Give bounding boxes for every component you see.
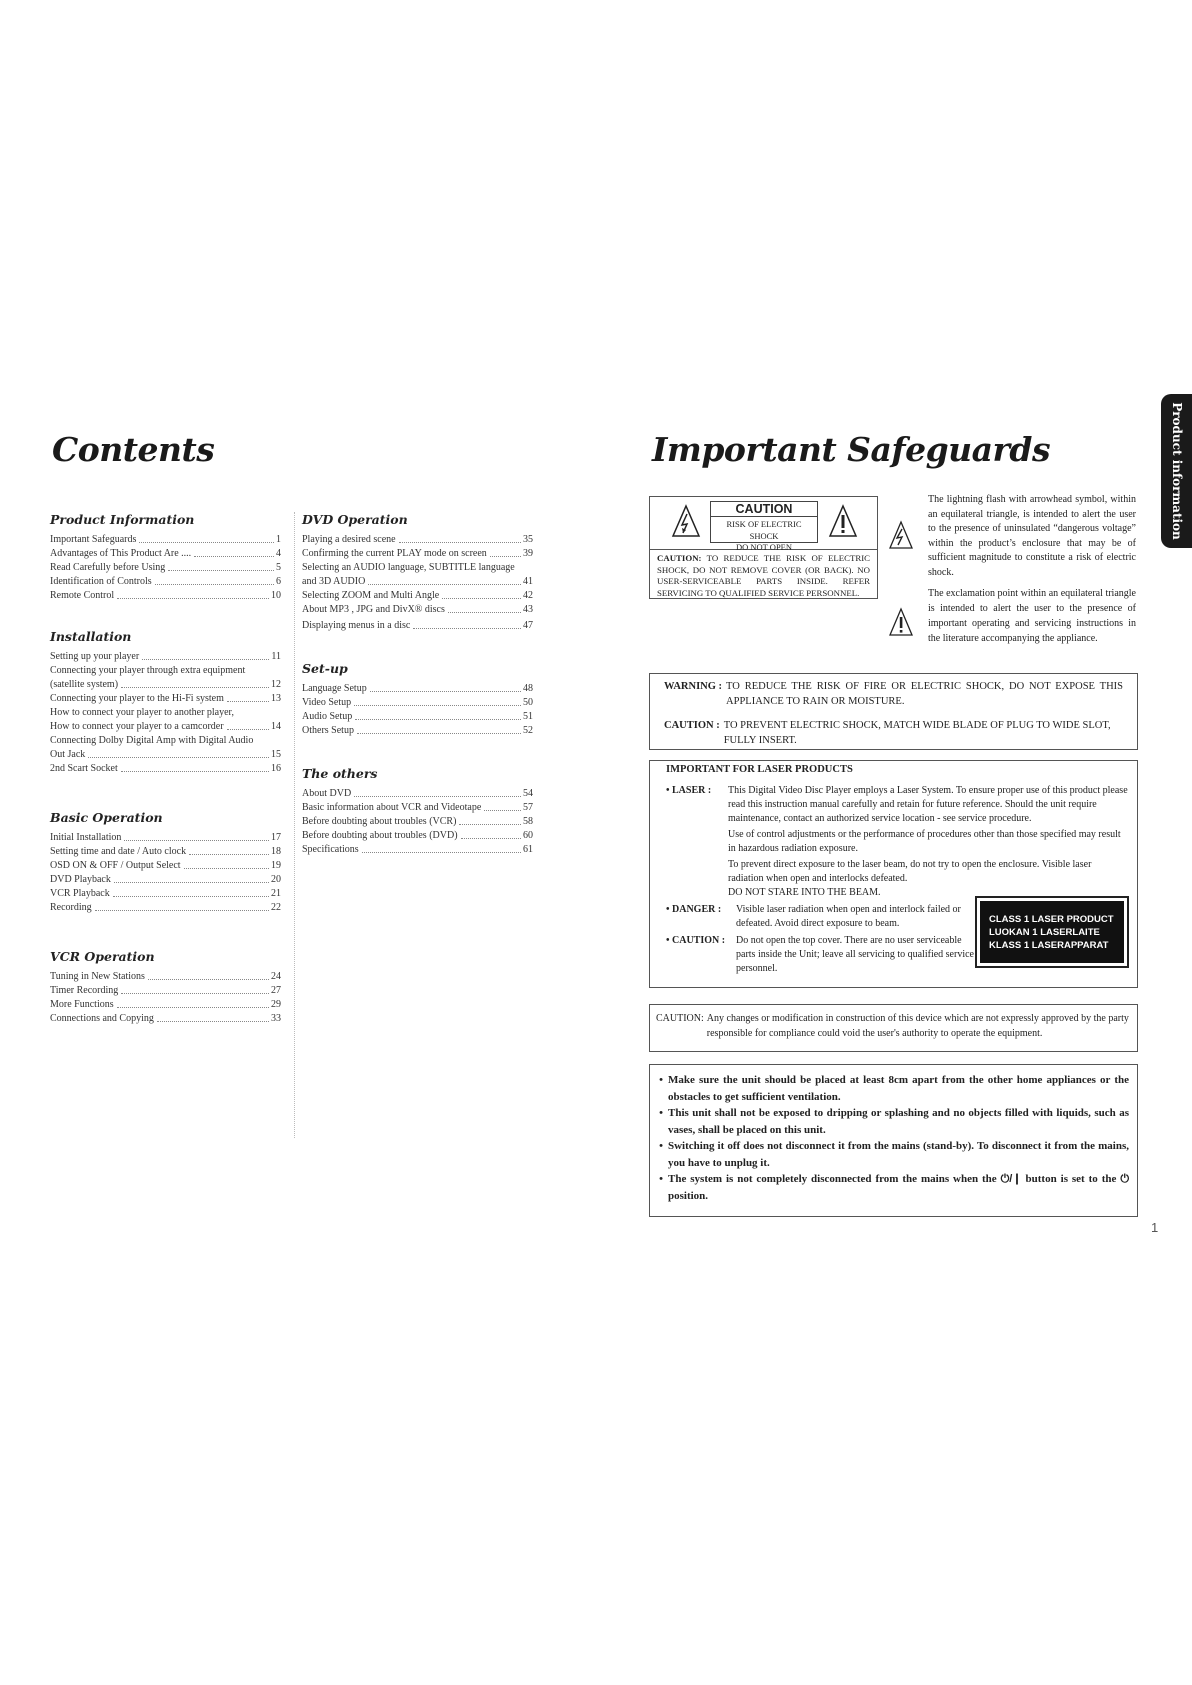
leader-dots — [113, 896, 269, 897]
toc-entry-page: 35 — [523, 534, 533, 545]
leader-dots — [461, 838, 521, 839]
warning-text: TO REDUCE THE RISK OF FIRE OR ELECTRIC SHOCK, DO NOT EXPOSE THIS APPLIANCE TO RAIN OR MOISTURE. — [726, 681, 1123, 707]
leader-dots — [362, 852, 521, 853]
leader-dots — [155, 584, 274, 585]
toc-entry[interactable] — [50, 650, 281, 664]
toc-entry-page: 39 — [523, 548, 533, 559]
section-heading: The others — [302, 766, 378, 781]
toc-entry[interactable] — [302, 724, 533, 738]
leader-dots — [88, 757, 269, 758]
laser-heading: IMPORTANT FOR LASER PRODUCTS — [666, 764, 853, 775]
leader-dots — [357, 733, 521, 734]
caution-box-text-label: CAUTION: — [657, 553, 702, 563]
plug-caution-text: TO PREVENT ELECTRIC SHOCK, MATCH WIDE BLADE OF PLUG TO WIDE SLOT, FULLY INSERT. — [723, 720, 1111, 746]
laser-products-box — [649, 760, 1138, 988]
toc-entry-text: Connecting your player to the Hi-Fi system — [50, 693, 224, 704]
toc-entry-page: 16 — [271, 763, 281, 774]
leader-dots — [399, 542, 521, 543]
section-heading: Set-up — [302, 661, 348, 676]
leader-dots — [459, 824, 521, 825]
leader-dots — [355, 719, 521, 720]
toc-entry[interactable] — [50, 901, 281, 915]
leader-dots — [95, 910, 269, 911]
toc-entry-text: VCR Playback — [50, 888, 110, 899]
note-item — [654, 1105, 1129, 1138]
toc-entry-text: Displaying menus in a disc — [302, 620, 411, 631]
toc-entry[interactable] — [50, 561, 281, 575]
leader-dots — [139, 542, 274, 543]
leader-dots — [184, 868, 269, 869]
contents-title: Contents — [52, 430, 215, 469]
class1-line2: LUOKAN 1 LASERLAITE — [989, 926, 1100, 938]
leader-dots — [168, 570, 274, 571]
toc-entry-page: 41 — [523, 576, 533, 587]
toc-entry[interactable] — [50, 575, 281, 589]
toc-section-basic-operation — [50, 810, 281, 915]
caution-center-panel — [710, 501, 818, 552]
toc-entry-page: 58 — [523, 816, 533, 827]
toc-entry-page: 22 — [271, 902, 281, 913]
laser-row — [666, 784, 1129, 900]
toc-entry-text: Connecting your player through extra equipment — [50, 665, 246, 676]
toc-entry-page: 42 — [523, 590, 533, 601]
toc-column-right — [302, 512, 533, 857]
section-heading: Installation — [50, 629, 132, 644]
toc-entry[interactable] — [302, 696, 533, 710]
toc-entry-text: About MP3 , JPG and DivX® discs — [302, 604, 445, 615]
toc-entry-page: 17 — [271, 832, 281, 843]
toc-column-left — [50, 512, 281, 1026]
toc-entry-page: 1 — [276, 534, 281, 545]
note-text: Switching it off does not disconnect it from the mains (stand-by). To disconnect it from the mains, you have to unplug it. — [668, 1140, 1129, 1169]
note-item — [654, 1171, 1129, 1204]
toc-entry-text: Out Jack — [50, 749, 86, 760]
leader-dots — [484, 810, 521, 811]
laser-paragraph-1: This Digital Video Disc Player employs a Laser System. To ensure proper use of this product please read this instruction manual carefully and retain for future reference. Should the unit require maintenance, contact an authorized service location - see service procedure. — [728, 785, 1128, 824]
warning-row — [664, 679, 1123, 709]
toc-entry-text: Identification of Controls — [50, 576, 152, 587]
leader-dots — [368, 584, 521, 585]
bullet-icon: • — [659, 1074, 663, 1086]
toc-entry[interactable] — [50, 859, 281, 873]
toc-entry-page: 29 — [271, 999, 281, 1010]
safeguards-title: Important Safeguards — [652, 430, 1051, 469]
leader-dots — [117, 598, 269, 599]
side-tab-label: Product information — [1169, 402, 1184, 540]
laser-caution-text: Do not open the top cover. There are no user serviceable parts inside the Unit; leave all servicing to qualified service personnel. — [736, 935, 974, 974]
toc-entry-text: and 3D AUDIO — [302, 576, 366, 587]
class1-line3: KLASS 1 LASERAPPARAT — [989, 939, 1109, 951]
leader-dots — [227, 729, 269, 730]
toc-entry[interactable] — [50, 887, 281, 901]
toc-entry-text: Before doubting about troubles (VCR) — [302, 816, 457, 827]
toc-entry-page: 12 — [271, 679, 281, 690]
toc-entry[interactable] — [50, 1012, 281, 1026]
side-tab[interactable] — [1161, 394, 1192, 548]
toc-entry-text: About DVD — [302, 788, 352, 799]
toc-entry-text: Connecting Dolby Digital Amp with Digital Audio — [50, 735, 254, 746]
toc-entry-text: Setting time and date / Auto clock — [50, 846, 187, 857]
toc-entry-page: 13 — [271, 693, 281, 704]
power-standby-icon: ⏻/❙ — [1000, 1173, 1022, 1185]
toc-entry[interactable] — [302, 547, 533, 561]
toc-entry-page: 18 — [271, 846, 281, 857]
toc-entry-text: Specifications — [302, 844, 359, 855]
toc-entry[interactable] — [302, 787, 533, 801]
leader-dots — [157, 1021, 269, 1022]
toc-entry[interactable] — [302, 829, 533, 843]
toc-entry-text: Initial Installation — [50, 832, 122, 843]
toc-list — [50, 970, 281, 1026]
toc-entry-text: Others Setup — [302, 725, 354, 736]
leader-dots — [121, 771, 269, 772]
compliance-caution-row — [656, 1011, 1131, 1041]
toc-entry[interactable] — [50, 720, 281, 734]
plug-caution-label: CAUTION : — [664, 720, 720, 731]
toc-section-dvd-operation — [302, 512, 533, 633]
toc-entry-text: How to connect your player to another player, — [50, 707, 234, 718]
toc-entry-page: 24 — [271, 971, 281, 982]
toc-entry-page: 54 — [523, 788, 533, 799]
toc-entry-text: DVD Playback — [50, 874, 111, 885]
class1-laser-label — [975, 896, 1129, 968]
laser-paragraph-2: Use of control adjustments or the performance of procedures other than those specified may result in hazardous radiation exposure. — [728, 829, 1121, 854]
laser-caution-row — [666, 934, 976, 976]
danger-text: Visible laser radiation when open and interlock failed or defeated. Avoid direct exposure to beam. — [736, 904, 961, 929]
toc-entry[interactable] — [50, 873, 281, 887]
toc-entry[interactable] — [302, 843, 533, 857]
toc-entry-text: Video Setup — [302, 697, 352, 708]
note-text: This unit shall not be exposed to dripping or splashing and no objects filled with liquids, such as vases, shall be placed on this unit. — [668, 1107, 1129, 1136]
toc-entry[interactable] — [50, 845, 281, 859]
toc-list — [50, 831, 281, 915]
toc-entry-page: 47 — [523, 620, 533, 631]
laser-paragraph-4: DO NOT STARE INTO THE BEAM. — [728, 887, 881, 898]
toc-entry-text: More Functions — [50, 999, 114, 1010]
toc-entry[interactable] — [302, 589, 533, 603]
toc-entry-page: 21 — [271, 888, 281, 899]
toc-entry-text: Audio Setup — [302, 711, 353, 722]
ventilation-notes-box — [649, 1064, 1138, 1217]
power-icon: ⏻ — [1120, 1173, 1130, 1185]
leader-dots — [148, 979, 269, 980]
toc-entry-page: 48 — [523, 683, 533, 694]
toc-entry[interactable] — [302, 533, 533, 547]
toc-entry-text: Remote Control — [50, 590, 115, 601]
toc-entry-text: Setting up your player — [50, 651, 140, 662]
exclamation-triangle-icon — [888, 607, 914, 637]
toc-entry-text: Confirming the current PLAY mode on screen — [302, 548, 487, 559]
toc-entry[interactable] — [50, 678, 281, 692]
plug-caution-row — [664, 718, 1123, 748]
toc-entry-page: 14 — [271, 721, 281, 732]
toc-entry[interactable] — [302, 575, 533, 589]
toc-entry-text: Important Safeguards — [50, 534, 137, 545]
note-text-part1: The system is not completely disconnected from the mains when the — [668, 1173, 997, 1185]
toc-entry[interactable] — [50, 984, 281, 998]
toc-entry-page: 6 — [276, 576, 281, 587]
toc-entry[interactable] — [302, 815, 533, 829]
toc-entry-text: (satellite system) — [50, 679, 119, 690]
toc-entry[interactable] — [50, 547, 281, 561]
laser-label: • LASER : — [666, 785, 712, 796]
toc-entry-text: Advantages of This Product Are .... — [50, 548, 192, 559]
leader-dots — [121, 687, 269, 688]
toc-list — [302, 787, 533, 857]
note-item — [654, 1072, 1129, 1105]
toc-entry-page: 5 — [276, 562, 281, 573]
toc-entry-text: How to connect your player to a camcorder — [50, 721, 224, 732]
lightning-triangle-icon — [888, 520, 914, 550]
toc-entry-page: 33 — [271, 1013, 281, 1024]
toc-entry-page: 60 — [523, 830, 533, 841]
section-heading: VCR Operation — [50, 949, 155, 964]
toc-entry-page: 10 — [271, 590, 281, 601]
class1-line1: CLASS 1 LASER PRODUCT — [989, 913, 1114, 925]
leader-dots — [189, 854, 269, 855]
toc-entry-text: Language Setup — [302, 683, 367, 694]
toc-entry-text: 2nd Scart Socket — [50, 763, 118, 774]
toc-entry-page: 57 — [523, 802, 533, 813]
leader-dots — [354, 796, 521, 797]
toc-entry-page: 20 — [271, 874, 281, 885]
toc-entry-page: 27 — [271, 985, 281, 996]
caution-heading: CAUTION — [711, 502, 817, 517]
toc-entry-text: Timer Recording — [50, 985, 119, 996]
leader-dots — [124, 840, 269, 841]
lightning-explanation: The lightning flash with arrowhead symbol, within an equilateral triangle, is intended to alert the user to the presence of uninsulated “dangerous voltage” within the product’s enclosure that may be of sufficient magnitude to constitute a risk of electric shock. — [928, 494, 1136, 578]
toc-entry[interactable] — [50, 970, 281, 984]
note-text-part3: position. — [668, 1189, 709, 1202]
leader-dots — [117, 1007, 269, 1008]
toc-entry-text: Recording — [50, 902, 92, 913]
toc-entry-text: Playing a desired scene — [302, 534, 396, 545]
toc-entry-page: 11 — [271, 651, 281, 662]
note-text — [668, 1171, 1129, 1204]
toc-entry[interactable] — [50, 692, 281, 706]
toc-entry[interactable] — [302, 801, 533, 815]
toc-entry-text: Selecting an AUDIO language, SUBTITLE language — [302, 562, 515, 573]
toc-entry-page: 52 — [523, 725, 533, 736]
bullet-icon: • — [659, 1140, 663, 1152]
compliance-caution-text: Any changes or modification in construction of this device which are not expressly approved by the party responsible for compliance could void the user's authority to operate the equipment. — [706, 1013, 1129, 1039]
toc-entry-text: Basic information about VCR and Videotape — [302, 802, 482, 813]
toc-list — [302, 682, 533, 738]
warning-box — [649, 673, 1138, 750]
toc-list — [50, 533, 281, 603]
toc-entry-page: 43 — [523, 604, 533, 615]
leader-dots — [370, 691, 521, 692]
toc-entry[interactable] — [50, 998, 281, 1012]
toc-entry[interactable] — [302, 603, 533, 617]
leader-dots — [227, 701, 269, 702]
page-number: 1 — [1151, 1220, 1159, 1235]
note-text: Make sure the unit should be placed at least 8cm apart from the other home appliances or the obstacles to get sufficient ventilation. — [668, 1074, 1129, 1103]
caution-sub1: RISK OF ELECTRIC SHOCK — [726, 519, 802, 541]
section-heading: Basic Operation — [50, 810, 163, 825]
toc-entry[interactable] — [50, 589, 281, 603]
toc-section-vcr-operation — [50, 949, 281, 1026]
compliance-caution-label: CAUTION: — [656, 1013, 704, 1024]
leader-dots — [354, 705, 521, 706]
danger-label: • DANGER : — [666, 904, 722, 915]
toc-entry-text: Before doubting about troubles (DVD) — [302, 830, 458, 841]
toc-entry-page: 15 — [271, 749, 281, 760]
caution-box-text — [650, 550, 877, 599]
toc-section-setup — [302, 661, 533, 738]
toc-entry-page: 4 — [276, 548, 281, 559]
caution-label-box — [649, 496, 878, 599]
note-text-part2: button is set to the — [1025, 1173, 1117, 1185]
toc-entry-text: Selecting ZOOM and Multi Angle — [302, 590, 440, 601]
laser-body — [728, 784, 1129, 900]
danger-row — [666, 903, 976, 931]
toc-entry-text: Connections and Copying — [50, 1013, 154, 1024]
leader-dots — [413, 628, 521, 629]
leader-dots — [490, 556, 521, 557]
leader-dots — [114, 882, 269, 883]
toc-entry-text: Tuning in New Stations — [50, 971, 145, 982]
laser-paragraph-3: To prevent direct exposure to the laser beam, do not try to open the enclosure. Visible laser radiation when open and interlocks defeated. — [728, 859, 1092, 884]
bullet-icon: • — [659, 1173, 663, 1185]
toc-entry-page: 19 — [271, 860, 281, 871]
exclamation-explanation: The exclamation point within an equilateral triangle is intended to alert the user to the presence of important operating and servicing instructions in the literature accompanying the appliance. — [928, 588, 1136, 644]
toc-entry-page: 51 — [523, 711, 533, 722]
section-heading: DVD Operation — [302, 512, 408, 527]
note-item — [654, 1138, 1129, 1171]
leader-dots — [194, 556, 274, 557]
bullet-icon: • — [659, 1107, 663, 1119]
toc-entry[interactable] — [302, 682, 533, 696]
toc-section-the-others — [302, 766, 533, 857]
toc-entry[interactable] — [50, 748, 281, 762]
column-divider — [294, 512, 295, 1138]
section-heading: Product Information — [50, 512, 195, 527]
toc-section-product-information — [50, 512, 281, 603]
toc-entry-page: 61 — [523, 844, 533, 855]
leader-dots — [442, 598, 521, 599]
toc-entry-text: Read Carefully before Using — [50, 562, 166, 573]
leader-dots — [142, 659, 269, 660]
toc-entry[interactable] — [302, 619, 533, 633]
toc-entry-text: OSD ON & OFF / Output Select — [50, 860, 181, 871]
lightning-triangle-icon — [671, 504, 701, 538]
toc-entry[interactable] — [302, 710, 533, 724]
compliance-caution-box — [649, 1004, 1138, 1052]
toc-entry[interactable] — [50, 762, 281, 776]
laser-caution-label: • CAUTION : — [666, 935, 726, 946]
exclamation-triangle-icon — [828, 504, 858, 538]
caution-box-text-body: TO REDUCE THE RISK OF ELECTRIC SHOCK, DO NOT REMOVE COVER (OR BACK). NO USER-SERVICEABLE PARTS INSIDE. REFER SERVICING TO QUALIFIED SERVICE PERSONNEL. — [657, 553, 870, 598]
toc-entry[interactable] — [50, 533, 281, 547]
toc-entry-page: 50 — [523, 697, 533, 708]
leader-dots — [448, 612, 521, 613]
toc-section-installation — [50, 629, 281, 776]
toc-entry[interactable] — [50, 831, 281, 845]
caution-sub2: DO NOT OPEN — [735, 542, 793, 552]
leader-dots — [121, 993, 269, 994]
warning-label: WARNING : — [664, 681, 723, 692]
